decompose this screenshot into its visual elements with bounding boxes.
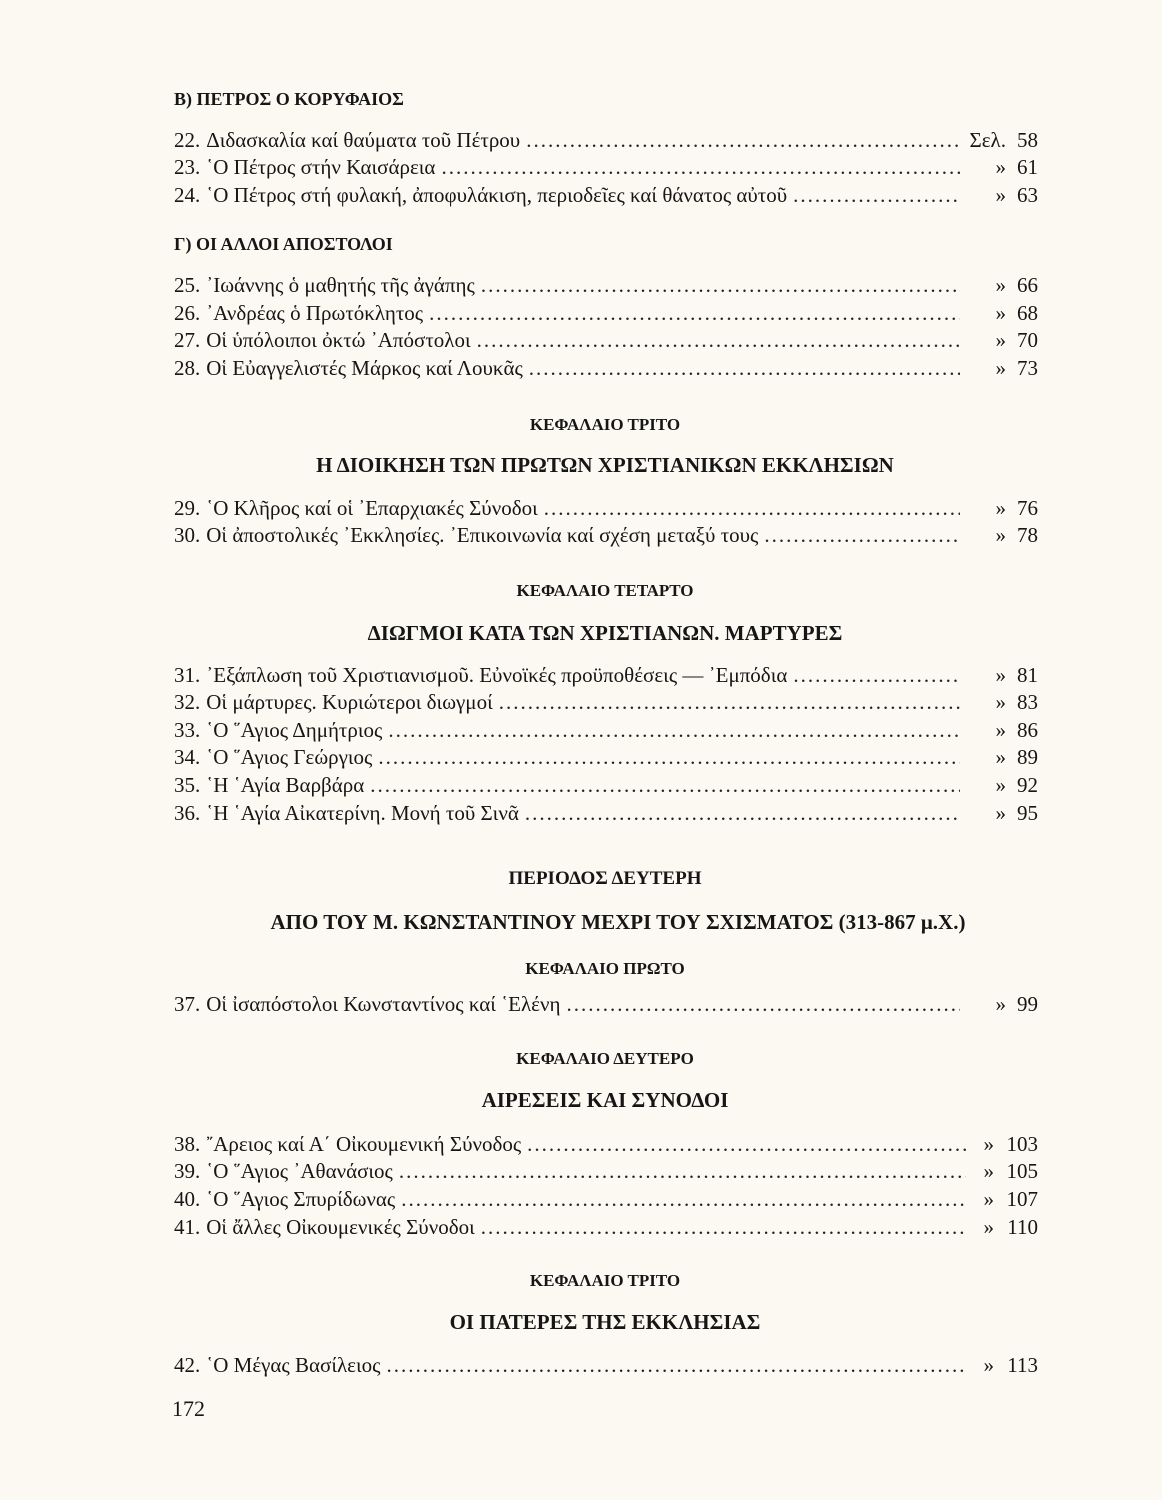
entry-title: Οἱ Εὐαγγελιστές Μάρκος καί Λουκᾶς [206,356,523,380]
dot-leader [429,299,960,327]
page-marker: » [983,1353,994,1377]
section-heading-b: B) ΠΕΤΡΟΣ Ο ΚΟΡΥΦΑΙΟΣ [174,89,404,109]
page-marker: » [995,301,1006,325]
entry-title: Οἱ ἰσαπόστολοι Κωνσταντίνος καί ῾Ελένη [206,992,561,1016]
entry-number: 35. [174,773,201,797]
entry-title: ῾Η ῾Αγία Βαρβάρα [206,773,365,797]
dot-leader [399,1157,966,1185]
page-marker: » [995,663,1006,687]
entry-title: ῾Ο ῞Αγιος ᾿Αθανάσιος [206,1159,393,1183]
toc-entry [174,1157,1038,1185]
folio-page-number: 172 [172,1396,205,1421]
chapter-title: ΔΙΩΓΜΟΙ ΚΑΤΑ ΤΩΝ ΧΡΙΣΤΙΑΝΩΝ. ΜΑΡΤΥΡΕΣ [367,621,843,645]
chapter-heading: ΚΕΦΑΛΑΙΟ ΤΡΙΤΟ [529,415,681,434]
page-marker: » [995,745,1006,769]
toc-entry [174,126,1038,154]
entry-page-number: 61 [1017,155,1038,179]
dot-leader [529,354,960,382]
entry-number: 41. [174,1215,201,1239]
entry-page-number: 99 [1017,992,1038,1016]
entry-page-number: 76 [1017,496,1038,520]
entry-number: 38. [174,1132,201,1156]
entry-title: ῾Ο ῞Αγιος Σπυρίδωνας [206,1187,396,1211]
dot-leader [378,743,960,771]
entry-title: Οἱ ἄλλες Οἰκουμενικές Σύνοδοι [206,1215,475,1239]
dot-leader [441,153,960,181]
entry-number: 40. [174,1187,201,1211]
entry-number: 28. [174,356,201,380]
dot-leader [481,1213,966,1241]
page-marker: » [995,273,1006,297]
entry-title: ῾Ο ῞Αγιος Δημήτριος [206,718,383,742]
entry-number: 30. [174,523,201,547]
entry-page-number: 113 [1007,1353,1038,1377]
entry-title: ῾Ο Πέτρος στήν Καισάρεια [206,155,436,179]
toc-entry [174,299,1038,327]
entry-number: 25. [174,273,201,297]
page-marker: » [995,773,1006,797]
entry-number: 24. [174,183,201,207]
dot-leader [499,688,960,716]
page-marker: » [995,183,1006,207]
entry-title: ᾿Ανδρέας ὁ Πρωτόκλητος [206,301,424,325]
dot-leader [525,799,960,827]
entry-page-number: 63 [1017,183,1038,207]
toc-entry [174,181,1038,209]
entry-page-number: 86 [1017,718,1038,742]
entry-title: ῎Αρειος καί Α΄ Οἰκουμενική Σύνοδος [206,1132,522,1156]
entry-page-number: 107 [1006,1187,1038,1211]
entry-number: 26. [174,301,201,325]
toc-entry [174,153,1038,181]
page-marker: » [995,992,1006,1016]
entry-page-number: 81 [1017,663,1038,687]
dot-leader [793,661,960,689]
chapter-heading: ΚΕΦΑΛΑΙΟ ΠΡΩΤΟ [525,959,685,978]
entry-title: ῾Η ῾Αγία Αἰκατερίνη. Μονή τοῦ Σινᾶ [206,801,519,825]
toc-entry [174,661,1038,689]
entry-page-number: 103 [1006,1132,1038,1156]
toc-entry [174,716,1038,744]
dot-leader [388,716,960,744]
dot-leader [477,326,960,354]
entry-title: Οἱ ὑπόλοιποι ὀκτώ ᾿Απόστολοι [206,328,471,352]
entry-number: 22. [174,128,201,152]
toc-entry [174,1130,1038,1158]
page-marker: » [995,496,1006,520]
dot-leader [764,521,960,549]
toc-entry [174,688,1038,716]
page-marker: » [995,356,1006,380]
entry-number: 37. [174,992,201,1016]
period-title: ΑΠΟ ΤΟΥ Μ. ΚΩΝΣΤΑΝΤΙΝΟΥ ΜΕΧΡΙ ΤΟΥ ΣΧΙΣΜΑΤΟΣ (313-867 μ.Χ.) [270,910,966,934]
entry-title: ῾Ο ῞Αγιος Γεώργιος [206,745,373,769]
entry-title: Οἱ ἀποστολικές ᾿Εκκλησίες. ᾿Επικοινωνία καί σχέση μεταξύ τους [206,523,759,547]
entry-number: 42. [174,1353,201,1377]
entry-page-number: 110 [1007,1215,1038,1239]
toc-entry [174,354,1038,382]
toc-entry [174,743,1038,771]
entry-number: 36. [174,801,201,825]
section-heading-g: Γ) ΟΙ ΑΛΛΟΙ ΑΠΟΣΤΟΛΟΙ [174,234,393,254]
toc-entry [174,771,1038,799]
entry-page-number: 68 [1017,301,1038,325]
chapter-heading: ΚΕΦΑΛΑΙΟ ΤΡΙΤΟ [529,1271,681,1290]
entry-page-number: 73 [1017,356,1038,380]
toc-entry [174,271,1038,299]
entry-title: ῾Ο Μέγας Βασίλειος [206,1353,381,1377]
chapter-heading: ΚΕΦΑΛΑΙΟ ΤΕΤΑΡΤΟ [516,581,694,600]
entry-number: 27. [174,328,201,352]
entry-number: 34. [174,745,201,769]
entry-page-number: 92 [1017,773,1038,797]
dot-leader [526,126,960,154]
page-marker: » [983,1159,994,1183]
dot-leader [544,494,960,522]
page-marker: » [995,155,1006,179]
toc-entry [174,326,1038,354]
entry-number: 39. [174,1159,201,1183]
page-marker: » [995,690,1006,714]
toc-entry [174,799,1038,827]
chapter-heading: ΚΕΦΑΛΑΙΟ ΔΕΥΤΕΡΟ [516,1049,694,1068]
entry-title: ῾Ο Κλῆρος καί οἱ ᾿Επαρχιακές Σύνοδοι [206,496,538,520]
entry-title: Οἱ μάρτυρες. Κυριώτεροι διωγμοί [206,690,493,714]
entry-title: ᾿Εξάπλωση τοῦ Χριστιανισμοῦ. Εὐνοϊκές προϋποθέσεις — ᾿Εμπόδια [206,663,788,687]
entry-page-number: 83 [1017,690,1038,714]
page-marker: » [983,1187,994,1211]
dot-leader [386,1351,966,1379]
entry-number: 31. [174,663,201,687]
period-heading: ΠΕΡΙΟΔΟΣ ΔΕΥΤΕΡΗ [508,868,702,889]
chapter-title: ΟΙ ΠΑΤΕΡΕΣ ΤΗΣ ΕΚΚΛΗΣΙΑΣ [449,1310,761,1334]
dot-leader [481,271,960,299]
entry-title: Διδασκαλία καί θαύματα τοῦ Πέτρου [206,128,521,152]
dot-leader [370,771,960,799]
entry-number: 32. [174,690,201,714]
toc-entry [174,521,1038,549]
toc-entry [174,1185,1038,1213]
entry-page-number: 95 [1017,801,1038,825]
entry-page-number: 89 [1017,745,1038,769]
dot-leader [401,1185,966,1213]
page-marker: » [995,801,1006,825]
entry-number: 23. [174,155,201,179]
entry-number: 29. [174,496,201,520]
page-marker: » [995,328,1006,352]
entry-page-number: 70 [1017,328,1038,352]
entry-page-number: 58 [1017,128,1038,152]
entry-number: 33. [174,718,201,742]
page-marker: » [983,1132,994,1156]
entry-title: ῾Ο Πέτρος στή φυλακή, ἀποφυλάκιση, περιοδεῖες καί θάνατος αὐτοῦ [206,183,788,207]
toc-entry [174,990,1038,1018]
entry-page-number: 78 [1017,523,1038,547]
dot-leader [527,1130,966,1158]
page-marker: » [995,718,1006,742]
page-marker: Σελ. [969,128,1006,152]
toc-entry [174,1351,1038,1379]
chapter-title: Η ΔΙΟΙΚΗΣΗ ΤΩΝ ΠΡΩΤΩΝ ΧΡΙΣΤΙΑΝΙΚΩΝ ΕΚΚΛΗΣΙΩΝ [316,453,894,477]
toc-entry [174,1213,1038,1241]
entry-title: ᾿Ιωάννης ὁ μαθητής τῆς ἀγάπης [206,273,475,297]
entry-page-number: 66 [1017,273,1038,297]
dot-leader [793,181,960,209]
dot-leader [566,990,960,1018]
page-marker: » [983,1215,994,1239]
page-marker: » [995,523,1006,547]
entry-page-number: 105 [1006,1159,1038,1183]
toc-entry [174,494,1038,522]
chapter-title: ΑΙΡΕΣΕΙΣ ΚΑΙ ΣΥΝΟΔΟΙ [481,1088,729,1112]
